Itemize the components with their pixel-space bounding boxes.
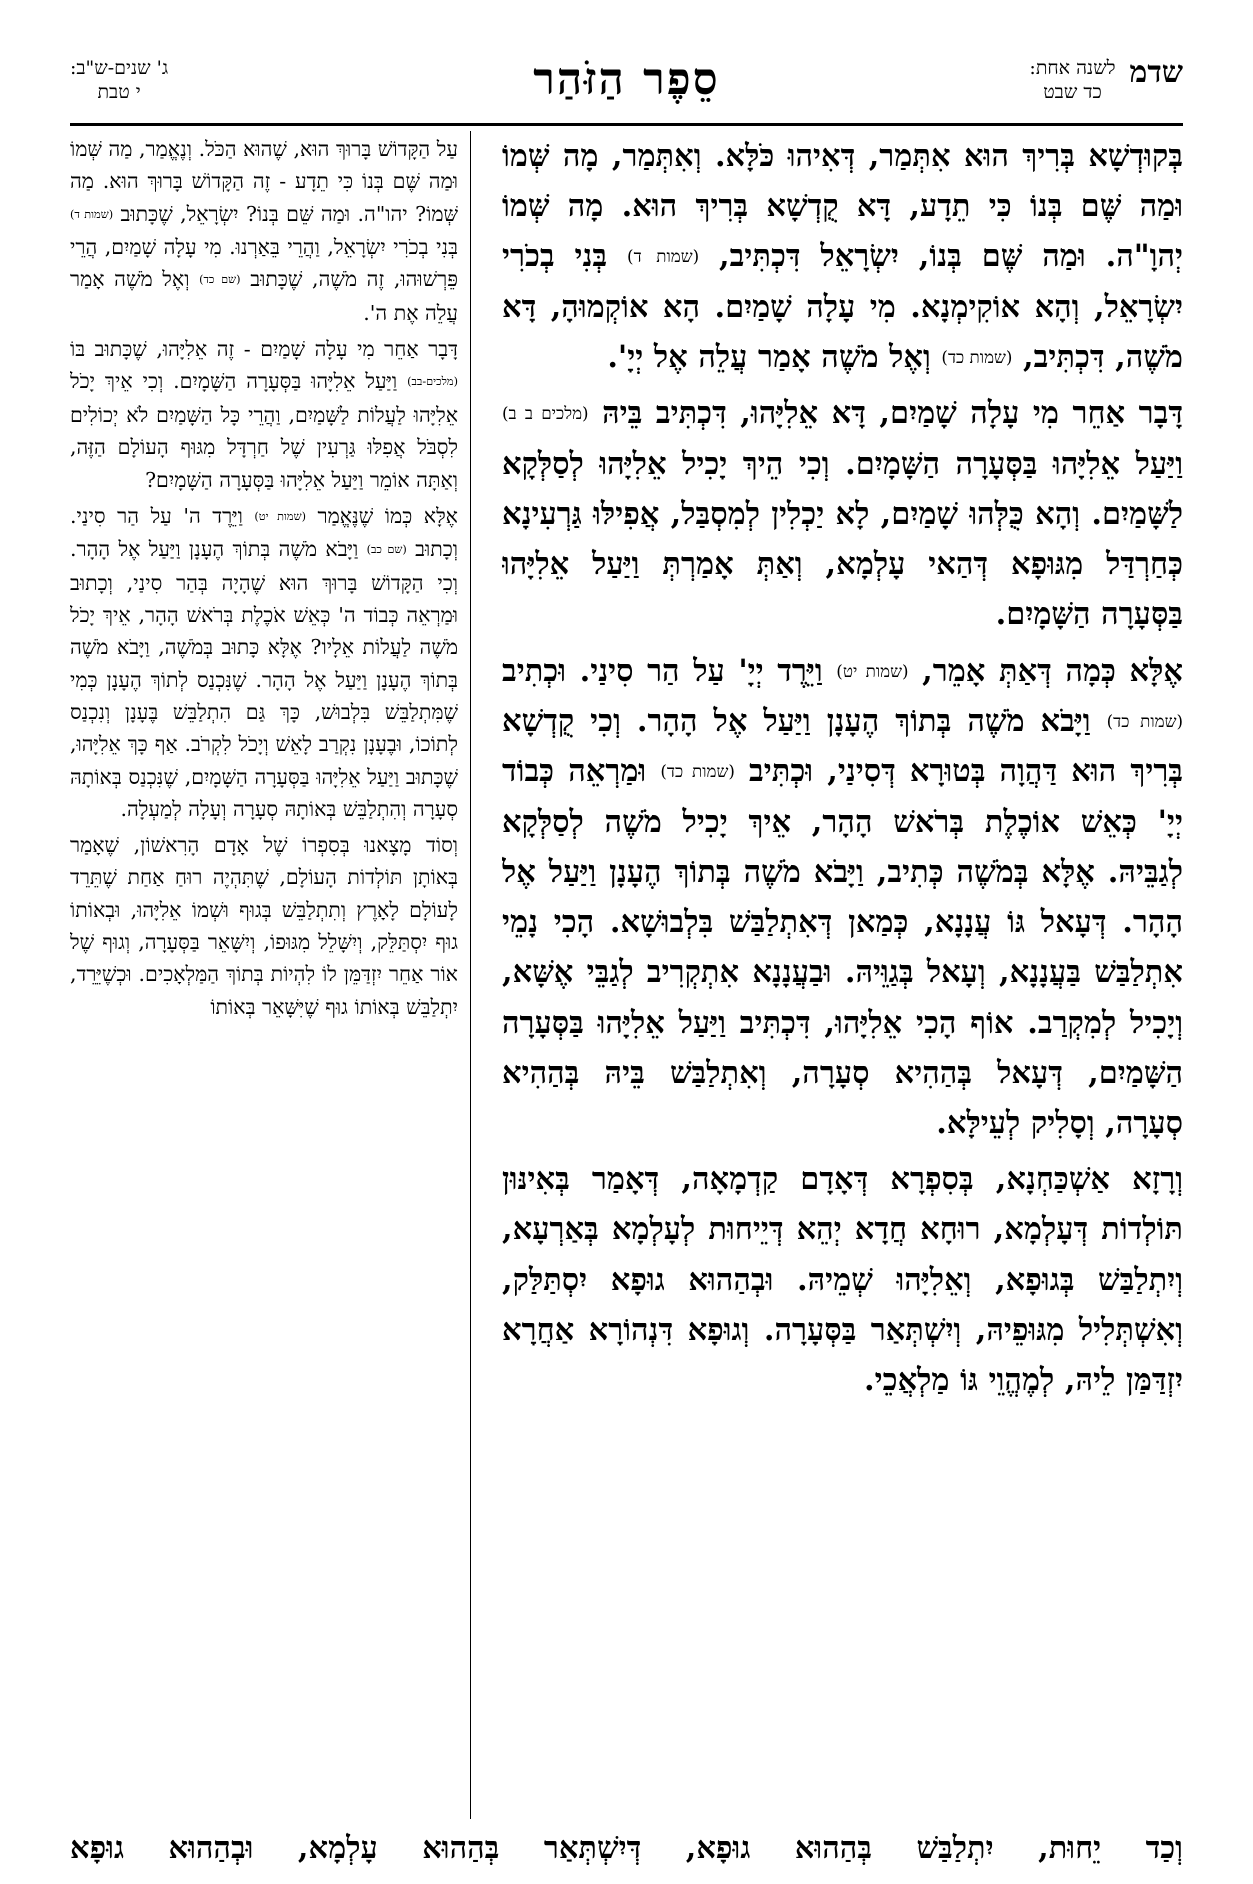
text-run: וַיֵּרֶד יְיָ' עַל הַר סִינַי. וּכְתִיב bbox=[502, 652, 837, 689]
page-title: סֵפֶר הַזֹּהַר bbox=[533, 54, 720, 105]
text-run: אֶלָּא כְּמָה דְּאַתְּ אָמֵר, bbox=[908, 652, 1183, 689]
text-run: וַיַּעַל אֵלִיָּהוּ בַּסְּעָרָה הַשָּׁמָיִם. וְכִי הֵיךְ יָכִיל אֵלִיָּהוּ לְסַלְּקָא לַשָּׁמַיִם. וְהָא כֻּלְּהוּ שָׁמַיִם, לָא יַכְלִין לְמִסְבַּל, אֲפִילּוּ גַּרְעִינָא כְּחַרְדַּל מִגּוּפָא דְּהַאי עָלְמָא, וְאַתְּ אָמַרְתְּ וַיַּעַל אֵלִיָּהוּ בַּסְּעָרָה הַשָּׁמָיִם. bbox=[502, 445, 1183, 633]
side-paragraph bbox=[70, 333, 458, 496]
header-rule bbox=[70, 123, 1183, 126]
hebrew-translation-column bbox=[70, 133, 458, 1819]
verse-reference: (שמות ד) bbox=[627, 246, 700, 267]
verse-reference: (שמות כד) bbox=[660, 761, 735, 782]
text-run: וְאֶל מֹשֶׁה אָמַר עֲלֵה אֶל יְיָ'. bbox=[607, 339, 942, 376]
text-run: וַיַּעַל אֵלִיָּהוּ בַּסְּעָרָה הַשָּׁמָיִם. וְכִי אֵיךְ יָכֹל אֵלִיָּהוּ לַעֲלוֹת לַשָּׁמַיִם, וַהֲרֵי כָּל הַשָּׁמַיִם לֹא יְכוֹלִים לִסְבֹּל אֲפִלּוּ גַּרְעִין שֶׁל חַרְדָּל מִגּוּף הָעוֹלָם הַזֶּה, וְאַתָּה אוֹמֵר וַיַּעַל אֵלִיָּהוּ בַּסְּעָרָה הַשָּׁמָיִם? bbox=[70, 369, 458, 492]
aramaic-main-column bbox=[502, 131, 1183, 1819]
text-run: וַיָּבֹא מֹשֶׁה בְּתוֹךְ הֶעָנָן וַיַּעַל אֶל הָהָר. וְכִי הַקָּדוֹשׁ בָּרוּךְ הוּא שֶׁהָיָה בְּהַר סִינַי, וְכָתוּב וּמַרְאֵה כְּבוֹד ה' כְּאֵשׁ אֹכֶלֶת בְּרֹאשׁ הָהָר, אֵיךְ יָכֹל מֹשֶׁה לַעֲלוֹת אֵלָיו? אֶלָּא כָּתוּב בְּמֹשֶׁה, וַיָּבֹא מֹשֶׁה בְּתוֹךְ הֶעָנָן וַיַּעַל אֶל הָהָר. שֶׁנִּכְנַס לְתוֹךְ הֶעָנָן כְּמִי שֶׁמִּתְלַבֵּשׁ בִּלְבוּשׁ, כָּךְ גַּם הִתְלַבֵּשׁ בֶּעָנָן וְנִכְנַס לְתוֹכוֹ, וּבֶעָנָן נִקְרַב לָאֵשׁ וְיָכֹל לִקְרֹב. אַף כָּךְ אֵלִיָּהוּ, שֶׁכָּתוּב וַיַּעַל אֵלִיָּהוּ בַּסְּעָרָה הַשָּׁמָיִם, שֶׁנִּכְנַס בְּאוֹתָהּ סְעָרָה וְהִתְלַבֵּשׁ בְּאוֹתָהּ סְעָרָה וְעָלָה לְמַעְלָה. bbox=[70, 537, 458, 821]
main-paragraph bbox=[502, 1154, 1183, 1405]
text-run: וַיָּבֹא מֹשֶׁה בְּתוֹךְ הֶעָנָן וַיַּעַל אֶל הָהָר. וְכִי קֻדְשָׁא בְּרִיךְ הוּא דַּהֲוָה בְּטוּרָא דְּסִינַי, וּכְתִּיב bbox=[502, 703, 1183, 790]
text-run: בְּנִי בְכֹרִי יִשְׂרָאֵל, וְהָא אוֹקִימְנָא. מִי עָלָה שָׁמַיִם. הָא אוֹקְמוּהָ, דָּא מֹשֶׁה, דִּכְתִּיב, bbox=[502, 238, 1183, 376]
reading-date-right: כד שבט bbox=[1043, 81, 1102, 103]
text-run: בְּקוּדְשָׁא בְּרִיךְ הוּא אִתְּמַר, דְּאִיהוּ כֹּלָּא. וְאִתְּמַר, מָה שְּׁמוֹ וּמַה שֶּׁם בְּנוֹ כִּי תֵדָע, דָּא קֻדְשָׁא בְּרִיךְ הוּא. מָה שְּׁמוֹ יְהוָ"ה. וּמַה שֶּׁם בְּנוֹ, יִשְׂרָאֵל דִּכְתִּיב, bbox=[502, 138, 1183, 275]
text-run: וּמַרְאֵה כְּבוֹד יְיָ' כְּאֵשׁ אוֹכֶלֶת בְּרֹאשׁ הָהָר, אֵיךְ יָכִיל מֹשֶׁה לְסַלְּקָא לְגַבֵּיהּ. אֶלָּא בְּמֹשֶׁה כְּתִיב, וַיָּבֹא מֹשֶׁה בְּתוֹךְ הֶעָנָן וַיַּעַל אֶל הָהָר. דְּעָאל גּוֹ עֲנָנָא, כְּמַאן דְּאִתְלַבַּשׁ בִּלְבוּשָׁא. הָכִי נָמֵי אִתְלַבַּשׁ בַּעֲנָנָא, וְעָאל בְּגַוֵּיהּ. וּבַעֲנָנָא אִתְקְרִיב לְגַבֵּי אֶשָּׁא, וְיָכִיל לְמִקְרַב. אוֹף הָכִי אֵלִיָּהוּ, דִּכְתִּיב וַיַּעַל אֵלִיָּהוּ בַּסְּעָרָה הַשָּׁמַיִם, דְּעָאל בְּהַהִיא סְעָרָה, וְאִתְלַבַּשׁ בֵּיהּ בְּהַהִיא סְעָרָה, וְסָלִיק לְעֵילָּא. bbox=[502, 753, 1183, 1141]
verse-reference: (מלכים ב ב) bbox=[502, 403, 589, 424]
reading-plan-label: לשנה אחת: bbox=[1029, 57, 1116, 79]
side-paragraph bbox=[70, 133, 458, 329]
page-header bbox=[70, 50, 1183, 122]
verse-reference: (שמות כד) bbox=[941, 347, 1013, 367]
main-paragraph bbox=[502, 131, 1183, 382]
verse-reference: (שמות ד) bbox=[70, 207, 114, 221]
text-run: עַל הַקָּדוֹשׁ בָּרוּךְ הוּא, שֶׁהוּא הַכֹּל. וְנֶאֱמַר, מַה שְּׁמוֹ וּמַה שֶּׁם בְּנוֹ כִּי תֵדָע - זֶה הַקָּדוֹשׁ בָּרוּךְ הוּא. מַה שְּׁמוֹ? יהו"ה. וּמַה שֵּׁם בְּנוֹ? יִשְׂרָאֵל, שֶׁכָּתוּב bbox=[70, 137, 458, 226]
text-run: דָּבָר אַחֵר מִי עָלָה שָׁמַיִם, דָּא אֵלִיָּהוּ, דִּכְתִּיב בֵּיהּ bbox=[588, 395, 1183, 432]
text-run: וְרָזָא אַשְׁכַּחְנָא, בְּסִפְרָא דְּאָדָם קַדְמָאָה, דְּאָמַר בְּאִינּוּן תּוֹלְדוֹת דְּעָלְמָא, רוּחָא חֲדָא יְהֵא דְּיֵיחוּת לְעָלְמָא בְּאַרְעָא, וְיִתְלַבַּשׁ בְּגוּפָא, וְאֵלִיָּהוּ שְׁמֵיהּ. וּבְהַהוּא גוּפָא יִסְתַּלַּק, וְאִשְׁתְּלִיל מִגּוּפֵיהּ, וְיִשְׁתְּאַר בַּסְּעָרָה. וְגוּפָא דִּנְהוֹרָא אַחֲרָא יִזְדַּמַּן לֵיהּ, לְמֶהֱוֵי גּוֹ מַלְאֲכֵי. bbox=[502, 1161, 1183, 1398]
text-run: וַיֵּרֶד ה' עַל הַר סִינַי. וְכָתוּב bbox=[70, 503, 458, 562]
text-run: וְאֶל מֹשֶׁה אָמַר עֲלֵה אֶת ה'. bbox=[70, 267, 458, 325]
bottom-continuation-line: וְכַד יֵחוּת, יִתְלַבַּשׁ בְּהַהוּא גוּפָא, דְּיִשְׁתְּאַר בְּהַהוּא עָלְמָא, וּבְהַהוּא גוּפָא bbox=[70, 1830, 1183, 1866]
column-divider bbox=[470, 131, 471, 1819]
verse-reference: (מלכים-בב) bbox=[407, 375, 458, 389]
text-run: בְּנִי בְכֹרִי יִשְׂרָאֵל, וַהֲרֵי בֵּאַרְנוּ. מִי עָלָה שָׁמַיִם, הֲרֵי פֵּרְשׁוּהוּ, זֶה מֹשֶׁה, שֶׁכָּתוּב bbox=[70, 235, 458, 292]
main-paragraph bbox=[502, 388, 1183, 639]
side-paragraph bbox=[70, 500, 458, 825]
page-number: שדמ bbox=[1129, 55, 1183, 90]
header-left bbox=[70, 56, 168, 104]
verse-reference: (שם כד) bbox=[199, 273, 241, 287]
side-paragraph bbox=[70, 829, 458, 1023]
text-run: וְסוֹד מָצָאנוּ בְּסִפְרוֹ שֶׁל אָדָם הָרִאשׁוֹן, שֶׁאָמַר בְּאוֹתָן תּוֹלְדוֹת הָעוֹלָם, שֶׁתִּהְיֶה רוּחַ אַחַת שֶׁתֵּרֵד לָעוֹלָם לָאָרֶץ וְתִתְלַבֵּשׁ בְּגוּף וּשְׁמוֹ אֵלִיָּהוּ, וּבְאוֹתוֹ גוּף יִסְתַּלֵּק, וְיִשָּׁלֵל מִגּוּפוֹ, וְיִשָּׁאֵר בַּסְּעָרָה, וְגוּף שֶׁל אוֹר אַחֵר יִזְדַּמֵּן לוֹ לִהְיוֹת בְּתוֹךְ הַמַּלְאָכִים. וּכְשֶׁיֵּרֵד, יִתְלַבֵּשׁ בְּאוֹתוֹ גוּף שֶׁיִּשָּׁאֵר בְּאוֹתוֹ bbox=[70, 833, 458, 1019]
text-run: דָּבָר אַחֵר מִי עָלָה שָׁמַיִם - זֶה אֵלִיָּהוּ, שֶׁכָּתוּב בּוֹ bbox=[70, 337, 458, 362]
verse-reference: (שמות יט) bbox=[836, 660, 909, 681]
verse-reference: (שמות יט) bbox=[254, 510, 306, 524]
main-paragraph bbox=[502, 646, 1183, 1149]
reading-date-left: י טבת bbox=[97, 81, 141, 103]
verse-reference: (שמות כד) bbox=[1106, 710, 1183, 731]
verse-reference: (שם כב) bbox=[366, 543, 407, 557]
text-run: אֶלָּא כְּמוֹ שֶׁנֶּאֱמַר bbox=[305, 503, 458, 528]
reading-plan-left: ג' שנים-ש"ב: bbox=[70, 57, 169, 79]
